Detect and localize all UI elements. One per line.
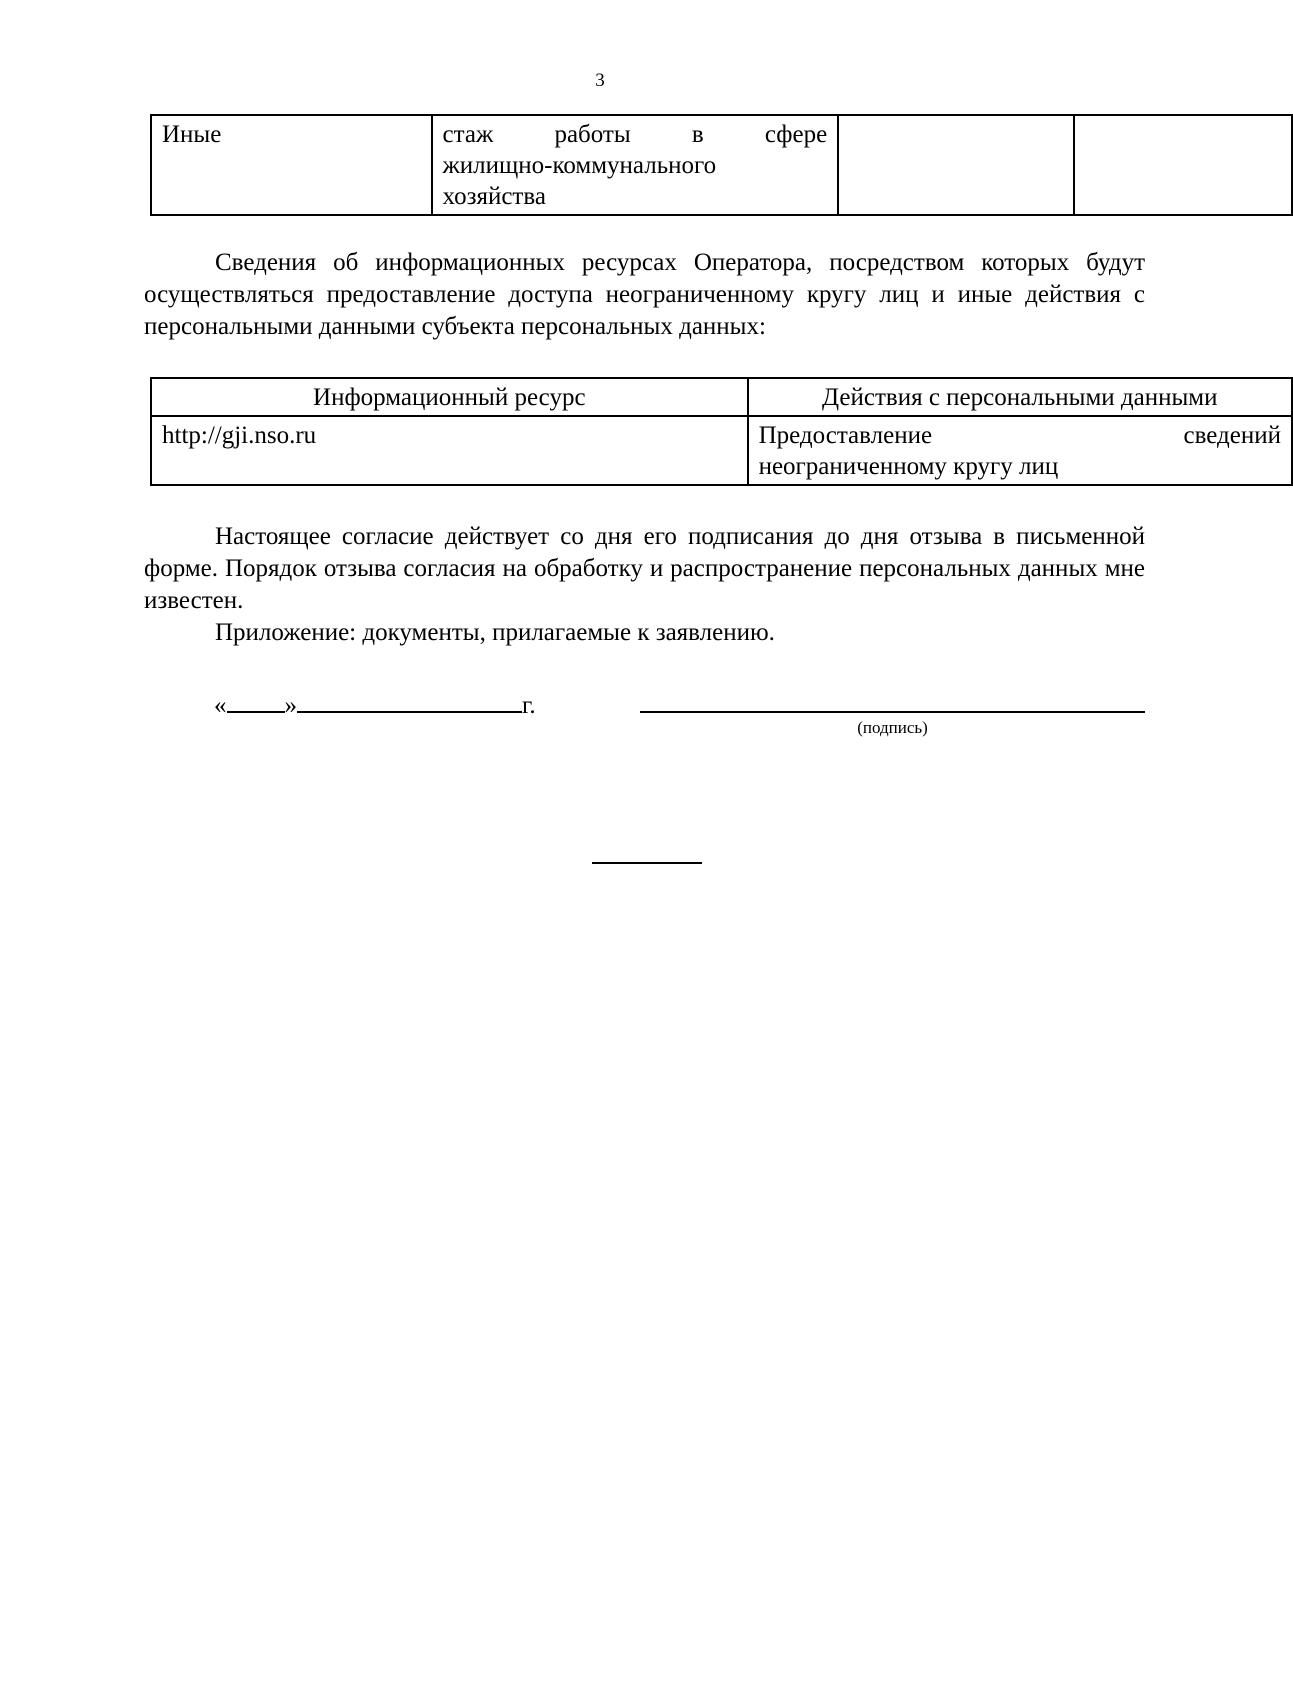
end-of-document-line — [592, 862, 702, 864]
quote-close: » — [284, 692, 297, 719]
data-cell — [432, 115, 839, 215]
month-year-blank[interactable] — [297, 685, 522, 713]
page-number: 3 — [595, 70, 605, 91]
info-resources-table — [150, 377, 1293, 486]
year-suffix: г. — [522, 692, 536, 719]
date-field — [214, 685, 536, 722]
data-cell-line: хозяйства — [442, 183, 546, 210]
header-actions: Действия с персональными данными — [748, 378, 1292, 416]
table-row — [151, 416, 1292, 485]
action-cell-line: неограниченному кругу лиц — [758, 453, 1059, 480]
attachments-paragraph: Приложение: документы, прилагаемые к заявлению. — [215, 619, 775, 646]
category-cell: Иные — [151, 115, 432, 215]
info-resources-paragraph: Сведения об информационных ресурсах Оператора, посредством которых будут осуществляться предоставление доступа неограниченному кругу лиц и иные действия с персональными данными субъекта персональных данных: — [144, 249, 1145, 340]
table-header-row — [151, 378, 1292, 416]
action-cell-line: Предоставление сведений — [758, 422, 1281, 449]
quote-open: « — [214, 692, 227, 719]
day-blank[interactable] — [227, 685, 285, 713]
table-row — [151, 115, 1292, 215]
permitted-cell — [838, 115, 1074, 215]
conditions-cell — [1074, 115, 1292, 215]
consent-validity-paragraph: Настоящее согласие действует со дня его подписания до дня отзыва в письменной форме. Порядок отзыва согласия на обработку и распространение персональных данных мне известен. — [144, 523, 1145, 614]
signature-line[interactable] — [640, 711, 1145, 713]
resource-cell: http://gji.nso.ru — [151, 416, 748, 485]
signature-caption: (подпись) — [857, 718, 928, 737]
header-resource: Информационный ресурс — [151, 378, 748, 416]
personal-data-table — [150, 114, 1293, 216]
data-cell-line: жилищно-коммунального — [442, 152, 717, 179]
action-cell — [748, 416, 1292, 485]
data-cell-line: стаж работы в сфере — [442, 121, 828, 148]
